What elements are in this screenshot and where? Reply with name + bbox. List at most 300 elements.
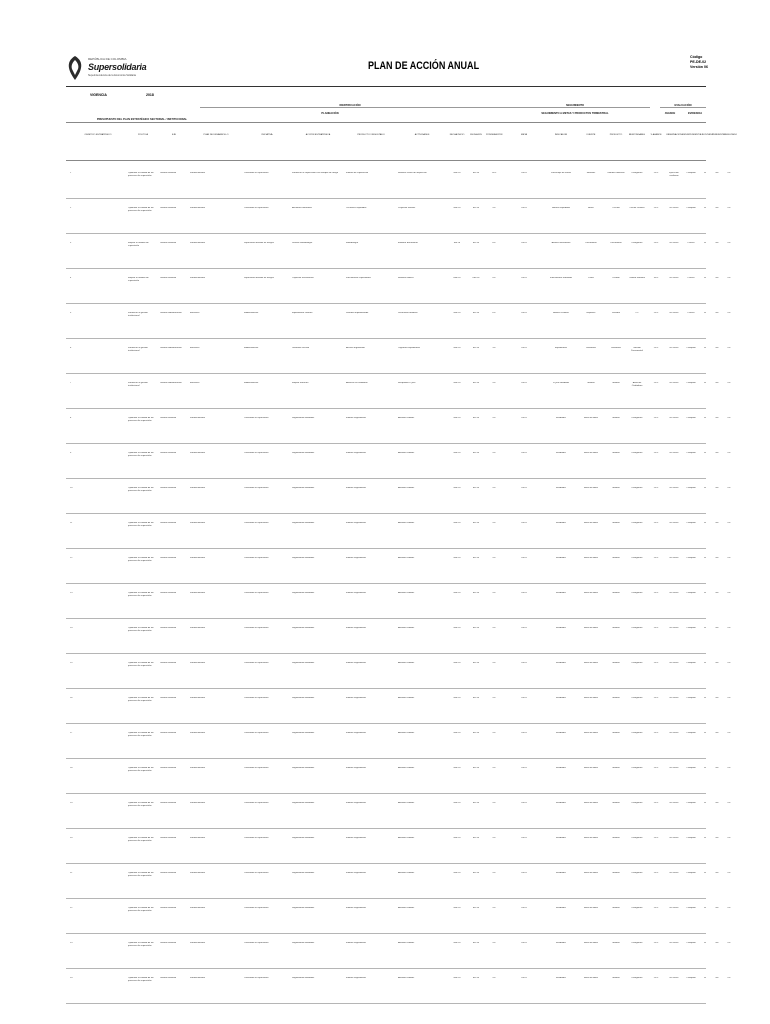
- table-cell: 25%: [653, 627, 659, 629]
- table-cell: 22: [70, 907, 73, 909]
- table-cell: OK: [727, 977, 731, 979]
- table-cell: Optimizar la calidad de los procesos de supervisión: [128, 662, 154, 667]
- table-cell: Consolidar la supervisión: [244, 522, 269, 524]
- table-cell: Delegatura: [631, 837, 643, 839]
- table-cell: 25%: [653, 942, 659, 944]
- table-cell: 25%: [653, 872, 659, 874]
- table-cell: OK: [727, 557, 731, 559]
- table-cell: Analizar estados: [398, 522, 415, 524]
- row-divider: [66, 863, 706, 864]
- table-cell: Fortalecer la gestión institucional: [128, 347, 148, 352]
- table-cell: Gestión misional: [160, 802, 177, 804]
- table-cell: Listado: [612, 277, 620, 279]
- table-cell: Fortalecimiento: [190, 522, 205, 524]
- table-cell: Cumplido: [686, 802, 696, 804]
- table-cell: Implementar sistema: [292, 312, 313, 314]
- table-cell: Seguimiento entidades: [292, 697, 315, 699]
- column-header: FECHA INICIO: [449, 134, 465, 136]
- table-cell: ene-18: [453, 382, 461, 384]
- table-cell: 30%: [653, 277, 659, 279]
- table-cell: Analizar estados: [398, 802, 415, 804]
- table-cell: Informe: [612, 522, 620, 524]
- table-cell: 100%: [521, 592, 527, 594]
- table-cell: Delegatura: [631, 872, 643, 874]
- column-header: PLAN DE DESARROLLO: [203, 134, 229, 136]
- table-cell: Seguimiento entidades: [292, 732, 315, 734]
- page-title: PLAN DE ACCIÓN ANUAL: [368, 60, 480, 72]
- table-cell: No: [715, 557, 719, 559]
- table-cell: 100%: [521, 837, 527, 839]
- table-cell: Informe: [612, 627, 620, 629]
- table-cell: 5%: [492, 802, 496, 804]
- table-cell: Informe seguimiento: [346, 767, 366, 769]
- table-cell: Informe: [612, 942, 620, 944]
- row-divider: [66, 653, 706, 654]
- table-cell: En curso: [669, 942, 679, 944]
- table-cell: Delegatura: [631, 942, 643, 944]
- table-cell: Informe seguimiento: [346, 977, 366, 979]
- table-cell: Analizar estados: [398, 767, 415, 769]
- table-cell: En curso: [669, 417, 679, 419]
- group-planeacion: PLANEACIÓN: [321, 112, 339, 115]
- table-cell: 3: [70, 242, 72, 244]
- table-cell: dic-18: [473, 452, 479, 454]
- table-cell: Analizar estados: [398, 907, 415, 909]
- table-cell: No: [715, 837, 719, 839]
- table-cell: Ejecución conforme: [669, 172, 679, 177]
- table-cell: ene-18: [453, 837, 461, 839]
- table-cell: 25%: [653, 487, 659, 489]
- table-cell: Documento: [585, 242, 597, 244]
- table-cell: 25%: [653, 592, 659, 594]
- table-cell: ene-18: [453, 172, 461, 174]
- table-cell: Gestión misional: [160, 942, 177, 944]
- table-cell: Sí: [703, 872, 707, 874]
- table-cell: 25%: [653, 802, 659, 804]
- table-cell: Sí: [703, 347, 707, 349]
- table-cell: dic-18: [473, 907, 479, 909]
- table-cell: Informe: [612, 802, 620, 804]
- table-cell: Cumplido: [686, 872, 696, 874]
- table-cell: OK: [727, 207, 731, 209]
- table-cell: ene-18: [453, 732, 461, 734]
- table-cell: Cumplido: [686, 557, 696, 559]
- table-cell: Actualizar normativa: [292, 207, 312, 209]
- table-cell: dic-18: [473, 767, 479, 769]
- table-cell: Informe: [612, 557, 620, 559]
- table-cell: ene-18: [453, 592, 461, 594]
- table-cell: OK: [727, 697, 731, 699]
- table-cell: Delegatura: [631, 417, 643, 419]
- row-divider: [66, 303, 706, 304]
- table-cell: Entidades: [556, 452, 566, 454]
- table-cell: No: [715, 802, 719, 804]
- table-cell: Responder PQRS: [398, 382, 416, 384]
- table-cell: Gestión misional: [160, 487, 177, 489]
- column-header: ACTIVIDADES: [414, 134, 430, 136]
- table-cell: Base de datos: [584, 837, 598, 839]
- table-cell: ene-18: [453, 907, 461, 909]
- group-evaluacion: EVALUACIÓN: [660, 104, 706, 108]
- table-cell: Optimizar la calidad de los procesos de supervisión: [128, 697, 154, 702]
- table-cell: No: [715, 382, 719, 384]
- table-cell: No: [715, 277, 719, 279]
- table-cell: Gestión misional: [160, 977, 177, 979]
- table-cell: Sí: [703, 452, 707, 454]
- table-cell: Gestión misional: [160, 417, 177, 419]
- table-cell: Fortalecer la gestión institucional: [128, 382, 148, 387]
- table-cell: 100%: [521, 907, 527, 909]
- table-cell: Base de datos: [584, 942, 598, 944]
- table-cell: Entidades: [556, 977, 566, 979]
- table-cell: Analizar estados: [398, 557, 415, 559]
- table-cell: 23: [70, 942, 73, 944]
- table-cell: Gestión misional: [160, 767, 177, 769]
- table-cell: Analizar estados: [398, 417, 415, 419]
- table-cell: Consolidar la supervisión: [244, 767, 269, 769]
- table-cell: Entidades: [556, 697, 566, 699]
- table-cell: En curso: [669, 557, 679, 559]
- table-cell: Delegatura: [631, 662, 643, 664]
- table-cell: OK: [727, 242, 731, 244]
- table-cell: Actas: [588, 207, 594, 209]
- table-cell: Delegatura: [631, 767, 643, 769]
- column-header: OBJETIVO ESTRATÉGICO: [84, 134, 112, 136]
- table-cell: Consolidar la supervisión: [244, 207, 269, 209]
- table-cell: Sí: [703, 382, 707, 384]
- table-cell: No: [715, 207, 719, 209]
- table-cell: 10: [70, 487, 73, 489]
- table-cell: Fortalecimiento: [190, 662, 205, 664]
- column-header: FECHA FIN: [470, 134, 482, 136]
- table-cell: Funcionarios capacitados: [346, 277, 371, 279]
- table-cell: 20%: [653, 242, 659, 244]
- table-cell: 25%: [653, 977, 659, 979]
- table-cell: Diseñar metodología: [292, 242, 313, 244]
- table-cell: 5%: [492, 557, 496, 559]
- table-cell: Gestión misional: [160, 627, 177, 629]
- table-cell: Consolidar la supervisión: [244, 732, 269, 734]
- table-cell: Fortalecimiento: [190, 557, 205, 559]
- row-divider: [66, 408, 706, 409]
- table-cell: Gestión misional: [160, 907, 177, 909]
- table-cell: Analizar estados: [398, 732, 415, 734]
- table-cell: Gestión misional: [160, 242, 177, 244]
- table-cell: Cumplido: [686, 452, 696, 454]
- table-cell: No: [715, 872, 719, 874]
- column-header: PRODUCTO: [609, 134, 623, 136]
- table-cell: Parcial: [687, 277, 695, 279]
- table-cell: 5%: [492, 487, 496, 489]
- table-cell: Consolidar la supervisión: [244, 907, 269, 909]
- table-cell: Delegatura: [631, 697, 643, 699]
- table-cell: 5%: [492, 662, 496, 664]
- table-cell: Optimizar la calidad de los procesos de supervisión: [128, 557, 154, 562]
- table-cell: Consolidar la supervisión: [244, 592, 269, 594]
- table-cell: dic-18: [473, 417, 479, 419]
- column-header: EJECUTADO: [700, 134, 714, 136]
- table-cell: Analizar estados: [398, 977, 415, 979]
- table-cell: 5%: [492, 872, 496, 874]
- table-cell: Delegatura: [631, 802, 643, 804]
- table-cell: Consolidar la supervisión: [244, 977, 269, 979]
- table-cell: Seguimiento entidades: [292, 977, 315, 979]
- table-cell: Gestión misional: [160, 522, 177, 524]
- table-cell: Oficina Jurídica: [629, 207, 645, 209]
- table-cell: En curso: [669, 872, 679, 874]
- row-divider: [66, 688, 706, 689]
- table-cell: dic-18: [473, 697, 479, 699]
- table-cell: Informe: [612, 907, 620, 909]
- table-cell: 100%: [521, 242, 527, 244]
- table-cell: OK: [727, 417, 731, 419]
- table-cell: Cumplido: [686, 172, 696, 174]
- table-cell: Base de datos: [584, 732, 598, 734]
- table-cell: Informe: [612, 417, 620, 419]
- table-cell: Seguimiento entidades: [292, 767, 315, 769]
- table-cell: OK: [727, 767, 731, 769]
- table-cell: 4: [70, 277, 72, 279]
- table-cell: Fortalecimiento: [190, 172, 205, 174]
- table-cell: Circulares expedidas: [346, 207, 367, 209]
- table-cell: Cumplido: [686, 382, 696, 384]
- row-divider: [66, 548, 706, 549]
- table-cell: Sí: [703, 522, 707, 524]
- table-cell: 100%: [521, 207, 527, 209]
- table-cell: Informe: [612, 487, 620, 489]
- table-cell: Fortalecimiento: [190, 242, 205, 244]
- column-header: CUMPLIMIENTO: [684, 134, 701, 136]
- table-cell: Gestión administrativa: [160, 382, 182, 384]
- table-cell: mar-18: [453, 277, 461, 279]
- table-cell: Delegatura: [631, 907, 643, 909]
- table-cell: Sí: [703, 557, 707, 559]
- table-cell: Informe seguimiento: [346, 662, 366, 664]
- table-cell: Consolidar la supervisión: [244, 557, 269, 559]
- table-cell: No: [715, 487, 719, 489]
- table-cell: ene-18: [453, 557, 461, 559]
- table-cell: Fortalecimiento: [190, 452, 205, 454]
- code-value: PE-DE-02: [690, 60, 707, 64]
- table-cell: Gestión Documental: [631, 347, 643, 352]
- table-cell: 4%: [492, 277, 496, 279]
- group-seguimiento-sub: SEGUIMIENTO A METAS Y PRODUCTOS TRIMESTRAL: [541, 112, 609, 115]
- table-cell: Optimizar la calidad de los procesos de supervisión: [128, 627, 154, 632]
- table-cell: Base de datos: [584, 592, 598, 594]
- table-cell: Funcionarios formados: [549, 277, 573, 279]
- table-cell: OK: [727, 837, 731, 839]
- table-cell: No: [715, 522, 719, 524]
- table-cell: 25%: [653, 662, 659, 664]
- table-cell: Delegatura: [631, 242, 643, 244]
- table-cell: 5%: [492, 767, 496, 769]
- table-cell: Fortalecimiento: [190, 417, 205, 419]
- table-cell: dic-18: [473, 347, 479, 349]
- table-cell: 25%: [653, 207, 659, 209]
- table-cell: Delegatura: [631, 172, 643, 174]
- table-cell: Optimizar la calidad de los procesos de supervisión: [128, 942, 154, 947]
- table-cell: 100%: [521, 662, 527, 664]
- table-cell: ene-18: [453, 662, 461, 664]
- table-cell: Informe seguimiento: [346, 942, 366, 944]
- table-cell: Proyectar normas: [398, 207, 416, 209]
- column-header: INICIATIVA: [261, 134, 273, 136]
- row-divider: [66, 198, 706, 199]
- table-cell: Cumplido: [686, 767, 696, 769]
- table-cell: En curso: [669, 767, 679, 769]
- table-cell: 18: [70, 767, 73, 769]
- table-cell: 100%: [521, 347, 527, 349]
- table-cell: En curso: [669, 802, 679, 804]
- table-cell: Gestión misional: [160, 172, 177, 174]
- group-avance: AVANCE: [664, 112, 676, 115]
- table-cell: Sí: [703, 907, 707, 909]
- table-cell: dic-18: [473, 172, 479, 174]
- table-cell: Fortalecimiento: [190, 802, 205, 804]
- table-cell: Avance documento: [551, 242, 571, 244]
- table-cell: OK: [727, 732, 731, 734]
- table-cell: No: [715, 172, 719, 174]
- table-cell: Fortalecimiento: [190, 837, 205, 839]
- table-cell: En curso: [669, 277, 679, 279]
- table-cell: dic-18: [473, 942, 479, 944]
- table-cell: Informe seguimiento: [346, 557, 366, 559]
- table-cell: Entidades: [556, 872, 566, 874]
- table-cell: OK: [727, 802, 731, 804]
- table-cell: 15: [70, 662, 73, 664]
- table-cell: ene-18: [453, 417, 461, 419]
- table-cell: Base de datos: [584, 487, 598, 489]
- table-cell: Seguimiento entidades: [292, 452, 315, 454]
- table-cell: 25%: [653, 907, 659, 909]
- table-cell: Base de datos: [584, 557, 598, 559]
- table-cell: 100%: [521, 767, 527, 769]
- table-cell: Base de datos: [584, 872, 598, 874]
- table-cell: dic-18: [473, 837, 479, 839]
- table-cell: Optimizar la calidad de los procesos de supervisión: [128, 207, 154, 212]
- table-cell: Sistema: [612, 312, 620, 314]
- table-cell: 8: [70, 417, 72, 419]
- table-cell: 25%: [653, 382, 659, 384]
- table-cell: OK: [727, 277, 731, 279]
- table-cell: Informe: [612, 452, 620, 454]
- table-cell: Analizar estados: [398, 872, 415, 874]
- table-cell: Entidades: [556, 487, 566, 489]
- column-header: PRODUCTO / RESULTADO: [357, 134, 385, 136]
- table-cell: En curso: [669, 522, 679, 524]
- table-cell: Cumplido: [686, 977, 696, 979]
- table-cell: Consolidar la supervisión: [244, 452, 269, 454]
- table-cell: Analizar estados: [398, 452, 415, 454]
- table-cell: 100%: [521, 452, 527, 454]
- table-cell: 21: [70, 872, 73, 874]
- table-cell: Base de datos: [584, 697, 598, 699]
- table-cell: Cumplido: [686, 732, 696, 734]
- table-cell: Consolidar la supervisión: [244, 417, 269, 419]
- table-cell: Archivo organizado: [346, 347, 365, 349]
- table-cell: Supervisión basada en riesgos: [244, 242, 274, 244]
- table-cell: Analizar estados: [398, 592, 415, 594]
- table-cell: Fortalecimiento: [190, 907, 205, 909]
- table-cell: Gestión misional: [160, 697, 177, 699]
- table-cell: Optimizar la calidad de los procesos de supervisión: [128, 417, 154, 422]
- table-cell: Sí: [703, 242, 707, 244]
- column-header: EJE: [171, 134, 176, 136]
- table-cell: Optimizar la calidad de los procesos de supervisión: [128, 592, 154, 597]
- table-cell: Fortalecer la supervisión con enfoque de riesgo: [292, 172, 339, 174]
- table-cell: Sí: [703, 277, 707, 279]
- table-cell: ene-18: [453, 872, 461, 874]
- table-cell: Gestión misional: [160, 557, 177, 559]
- table-cell: Entidades: [556, 557, 566, 559]
- table-cell: En curso: [669, 592, 679, 594]
- table-cell: 100%: [521, 557, 527, 559]
- column-header: FUENTE: [586, 134, 596, 136]
- table-cell: En curso: [669, 347, 679, 349]
- table-cell: 7: [70, 382, 72, 384]
- table-cell: Eficiencia: [190, 382, 200, 384]
- table-cell: 5%: [492, 977, 496, 979]
- table-cell: No: [715, 592, 719, 594]
- table-cell: 11: [70, 522, 73, 524]
- table-cell: 20: [70, 837, 73, 839]
- table-cell: Informe seguimiento: [346, 802, 366, 804]
- table-cell: dic-18: [473, 557, 479, 559]
- table-cell: Realizar visitas de inspección: [398, 172, 427, 174]
- table-cell: 100%: [521, 382, 527, 384]
- table-cell: Optimizar la calidad de los procesos de supervisión: [128, 977, 154, 982]
- table-cell: Talento Humano: [629, 277, 645, 279]
- table-cell: Gestión administrativa: [160, 347, 182, 349]
- table-cell: Cumplido: [686, 942, 696, 944]
- table-cell: Informe de supervisión: [346, 172, 369, 174]
- table-cell: Normas expedidas: [551, 207, 571, 209]
- table-cell: Seguimiento entidades: [292, 557, 315, 559]
- table-cell: Documento: [610, 242, 622, 244]
- table-cell: No: [715, 697, 719, 699]
- table-cell: ene-18: [453, 977, 461, 979]
- table-cell: 25%: [653, 837, 659, 839]
- column-header: POLÍTICA: [138, 134, 148, 136]
- table-cell: Avance sistema: [553, 312, 569, 314]
- table-cell: dic-18: [473, 802, 479, 804]
- table-cell: En curso: [669, 732, 679, 734]
- table-cell: Cumplido: [686, 487, 696, 489]
- table-cell: Delegatura: [631, 977, 643, 979]
- table-cell: 25%: [653, 452, 659, 454]
- table-cell: Optimizar la calidad de los procesos de supervisión: [128, 452, 154, 457]
- table-cell: Seguimiento entidades: [292, 872, 315, 874]
- table-cell: Entidades: [556, 522, 566, 524]
- table-cell: Porcentaje de visitas: [550, 172, 572, 174]
- table-cell: Seguimiento entidades: [292, 662, 315, 664]
- table-cell: En curso: [669, 487, 679, 489]
- table-cell: Mejorar el modelo de supervisión: [128, 242, 149, 247]
- table-cell: Inventario: [611, 347, 621, 349]
- table-cell: Cumplido: [686, 207, 696, 209]
- table-cell: ene-18: [453, 347, 461, 349]
- table-cell: 100%: [521, 872, 527, 874]
- table-cell: Eficiencia: [190, 312, 200, 314]
- table-cell: Sí: [703, 697, 707, 699]
- table-cell: PQRS atendidas: [552, 382, 570, 384]
- vigencia-label: VIGENCIA: [90, 93, 107, 97]
- table-cell: No: [715, 417, 719, 419]
- column-header: RESULTADO: [724, 134, 738, 136]
- table-cell: Sí: [703, 172, 707, 174]
- group-seguimiento: SEGUIMIENTO: [500, 104, 650, 108]
- table-cell: Cumplido: [686, 347, 696, 349]
